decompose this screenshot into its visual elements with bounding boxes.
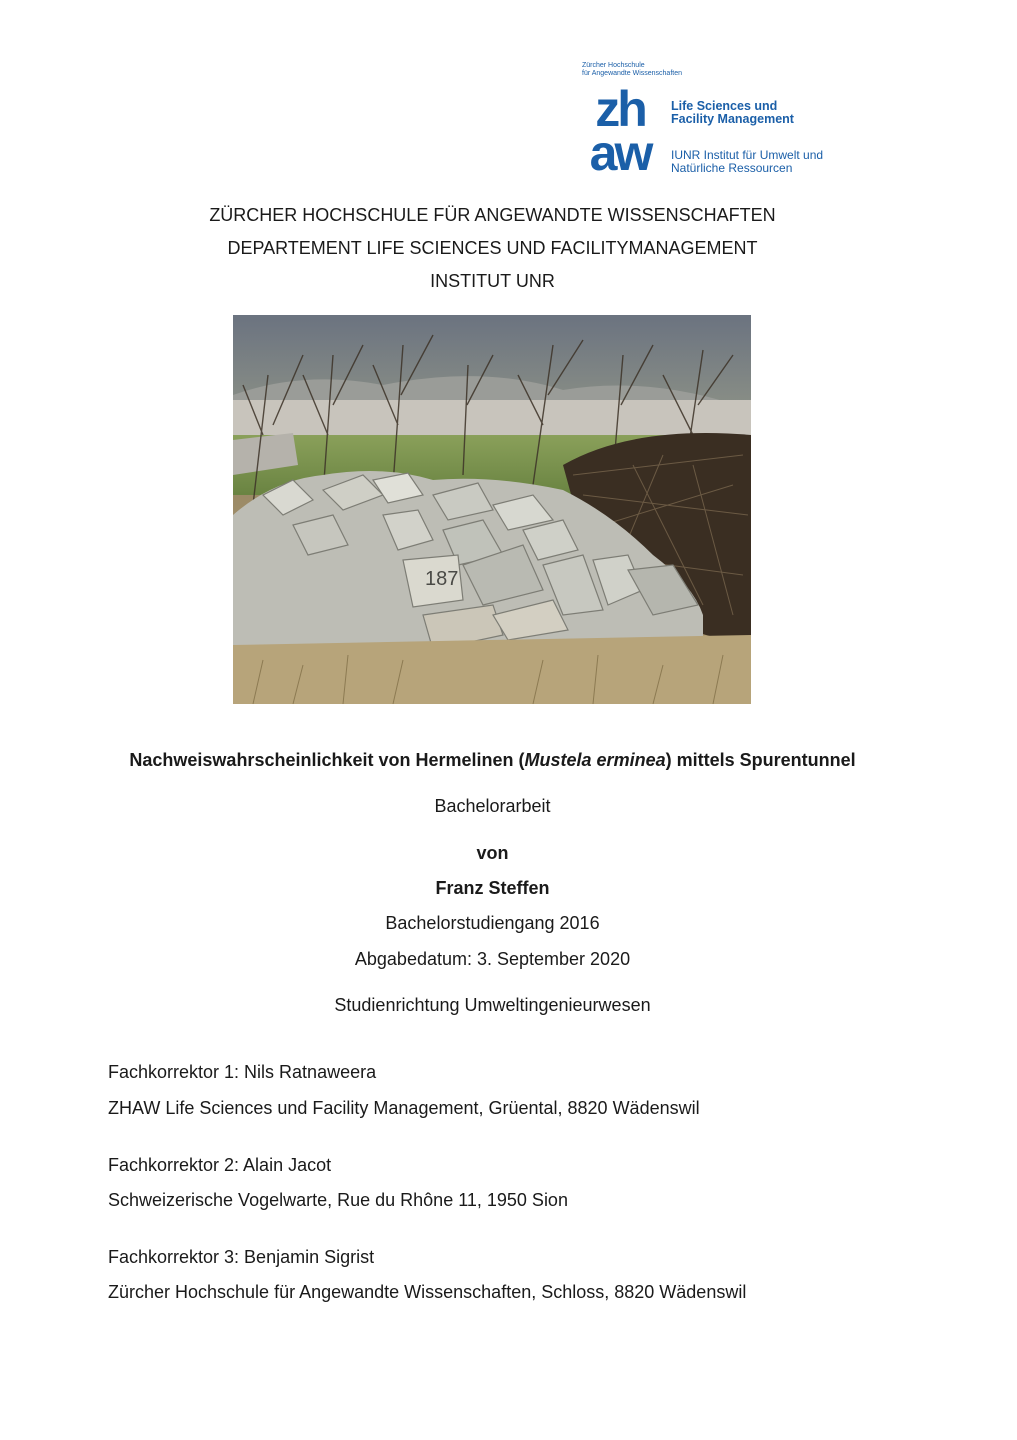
corrector-2-name: Fachkorrektor 2: Alain Jacot: [108, 1155, 332, 1175]
logo-institute: IUNR Institut für Umwelt und Natürliche Ressourcen: [671, 148, 824, 175]
stone-number-label: 187: [425, 568, 459, 590]
logo-department: Life Sciences und Facility Management: [671, 99, 794, 126]
corrector-1-affiliation: ZHAW Life Sciences und Facility Management, Grüental, 8820 Wädenswil: [108, 1098, 700, 1118]
by-label: von: [476, 843, 509, 863]
study-program: Bachelorstudiengang 2016: [385, 913, 600, 933]
document-type: Bachelorarbeit: [434, 796, 551, 816]
header-department: DEPARTEMENT LIFE SCIENCES UND FACILITYMANAGEMENT: [227, 238, 758, 258]
corrector-3-name: Fachkorrektor 3: Benjamin Sigrist: [108, 1247, 375, 1267]
corrector-3-affiliation: Zürcher Hochschule für Angewandte Wissenschaften, Schloss, 8820 Wädenswil: [108, 1282, 747, 1302]
header-institute: INSTITUT UNR: [430, 271, 555, 291]
study-direction: Studienrichtung Umweltingenieurwesen: [334, 995, 651, 1015]
submission-date: Abgabedatum: 3. September 2020: [354, 949, 631, 969]
corrector-2-affiliation: Schweizerische Vogelwarte, Rue du Rhône 11, 1950 Sion: [108, 1190, 568, 1210]
svg-text:aw: aw: [589, 125, 651, 174]
svg-text:zh: zh: [595, 84, 645, 137]
logo-school-name: Zürcher Hochschule für Angewandte Wissenschaften: [582, 62, 683, 77]
corrector-1-name: Fachkorrektor 1: Nils Ratnaweera: [108, 1062, 377, 1082]
zhaw-logo: [580, 62, 840, 177]
zhaw-mark-icon: [580, 84, 664, 174]
thesis-title: Nachweiswahrscheinlichkeit von Hermelinen (Mustela erminea) mittels Spurentunnel: [129, 750, 856, 770]
author-name: Franz Steffen: [435, 878, 550, 898]
header-school: ZÜRCHER HOCHSCHULE FÜR ANGEWANDTE WISSENSCHAFTEN: [209, 205, 776, 225]
species-name: Mustela erminea: [524, 750, 666, 770]
cover-photo-stone-pile: [233, 315, 751, 704]
